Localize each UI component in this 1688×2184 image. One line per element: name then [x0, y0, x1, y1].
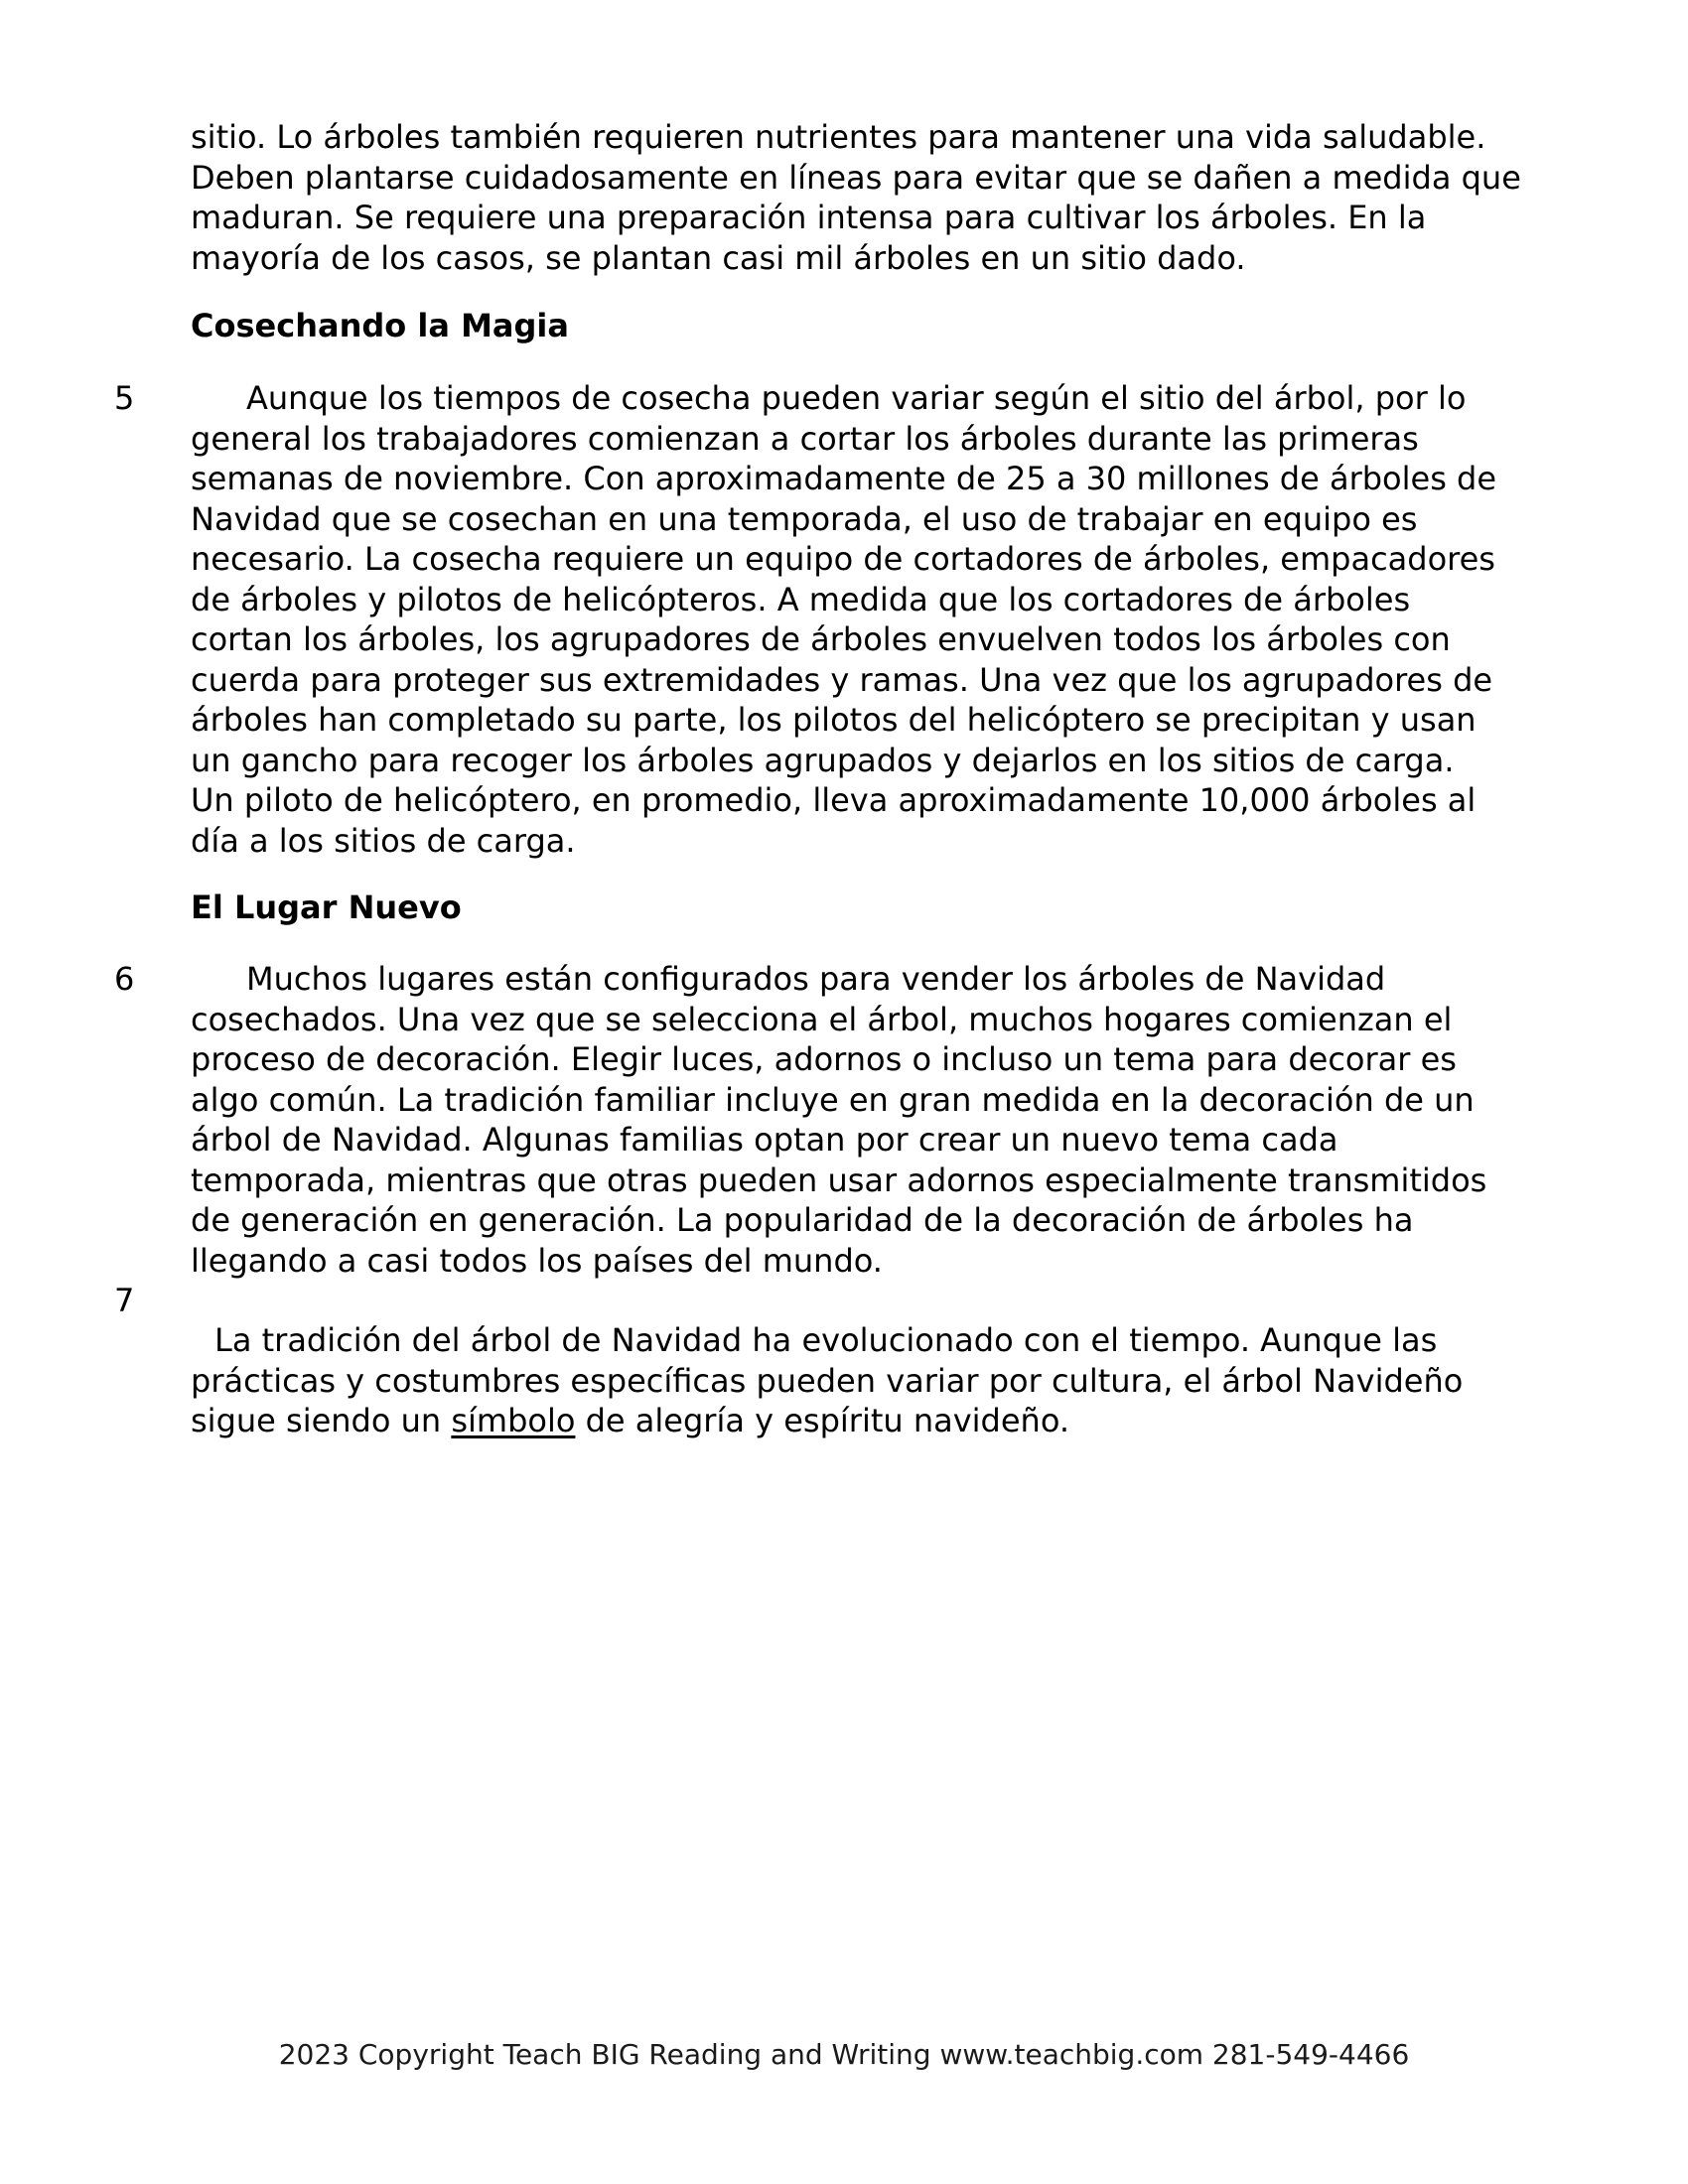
- intro-line: Deben plantarse cuidadosamente en líneas para evitar que se dañen a medida que: [191, 158, 1521, 197]
- intro-line: mayoría de los casos, se plantan casi mil árboles en un sitio dado.: [191, 238, 1246, 277]
- intro-line: sitio. Lo árboles también requieren nutrientes para mantener una vida saludable.: [191, 118, 1486, 156]
- section-heading-cosechando: Cosechando la Magia: [191, 307, 569, 344]
- paragraph-line: semanas de noviembre. Con aproximadamente de 25 a 30 millones de árboles de: [191, 460, 1497, 497]
- line-text-before: sigue siendo un: [191, 1402, 452, 1439]
- paragraph-line: un gancho para recoger los árboles agrupados y dejarlos en los sitios de carga.: [191, 741, 1455, 779]
- paragraph-line: Muchos lugares están configurados para vender los árboles de Navidad: [246, 960, 1386, 998]
- paragraph-line-with-link: [191, 1401, 1601, 1441]
- paragraph-line: cuerda para proteger sus extremidades y ramas. Una vez que los agrupadores de: [191, 660, 1493, 699]
- paragraph-line: día a los sitios de carga.: [191, 821, 576, 860]
- paragraph-line: Aunque los tiempos de cosecha pueden variar según el sitio del árbol, por lo: [246, 379, 1467, 417]
- intro-line: maduran. Se requiere una preparación intensa para cultivar los árboles. En la: [191, 199, 1427, 236]
- paragraph-line: proceso de decoración. Elegir luces, adornos o incluso un tema para decorar es: [191, 1040, 1457, 1078]
- paragraph-line: La tradición del árbol de Navidad ha evolucionado con el tiempo. Aunque las: [214, 1321, 1438, 1359]
- paragraph-line: prácticas y costumbres específicas pueden variar por cultura, el árbol Navideño: [191, 1361, 1464, 1400]
- paragraph-line: necesario. La cosecha requiere un equipo de cortadores de árboles, empacadores: [191, 540, 1495, 578]
- intro-paragraph: [191, 117, 1601, 278]
- paragraph-number-7: 7: [114, 1282, 135, 1319]
- paragraph-number-6: 6: [114, 960, 135, 998]
- paragraph-line: general los trabajadores comienzan a cortar los árboles durante las primeras: [191, 419, 1419, 458]
- paragraph-line: de árboles y pilotos de helicópteros. A medida que los cortadores de árboles: [191, 580, 1411, 618]
- paragraph-line: Navidad que se cosechan en una temporada, el uso de trabajar en equipo es: [191, 499, 1418, 538]
- paragraph-line: algo común. La tradición familiar incluye en gran medida en la decoración de un: [191, 1080, 1475, 1119]
- paragraph-line: cosechados. Una vez que se selecciona el árbol, muchos hogares comienzan el: [191, 1000, 1453, 1038]
- copyright-footer: 2023 Copyright Teach BIG Reading and Writing www.teachbig.com 281-549-4466: [278, 2038, 1410, 2071]
- paragraph-line: temporada, mientras que otras pueden usar adornos especialmente transmitidos: [191, 1160, 1487, 1199]
- paragraph-line: árboles han completado su parte, los pilotos del helicóptero se precipitan y usan: [191, 701, 1477, 739]
- paragraph-line: cortan los árboles, los agrupadores de árboles envuelven todos los árboles con: [191, 620, 1451, 658]
- paragraph-5: [191, 378, 1601, 861]
- underlined-word-simbolo: símbolo: [451, 1402, 576, 1439]
- section-heading-lugar-nuevo: El Lugar Nuevo: [191, 888, 462, 926]
- paragraph-line: Un piloto de helicóptero, en promedio, lleva aproximadamente 10,000 árboles al: [191, 781, 1477, 819]
- paragraph-line: árbol de Navidad. Algunas familias optan por crear un nuevo tema cada: [191, 1121, 1338, 1159]
- paragraph-7: [191, 1320, 1601, 1441]
- paragraph-line: de generación en generación. La popularidad de la decoración de árboles ha: [191, 1201, 1414, 1239]
- paragraph-number-5: 5: [114, 379, 135, 417]
- line-text-after: de alegría y espíritu navideño.: [575, 1402, 1070, 1439]
- paragraph-6: [191, 959, 1601, 1281]
- paragraph-line: llegando a casi todos los países del mundo.: [191, 1241, 883, 1280]
